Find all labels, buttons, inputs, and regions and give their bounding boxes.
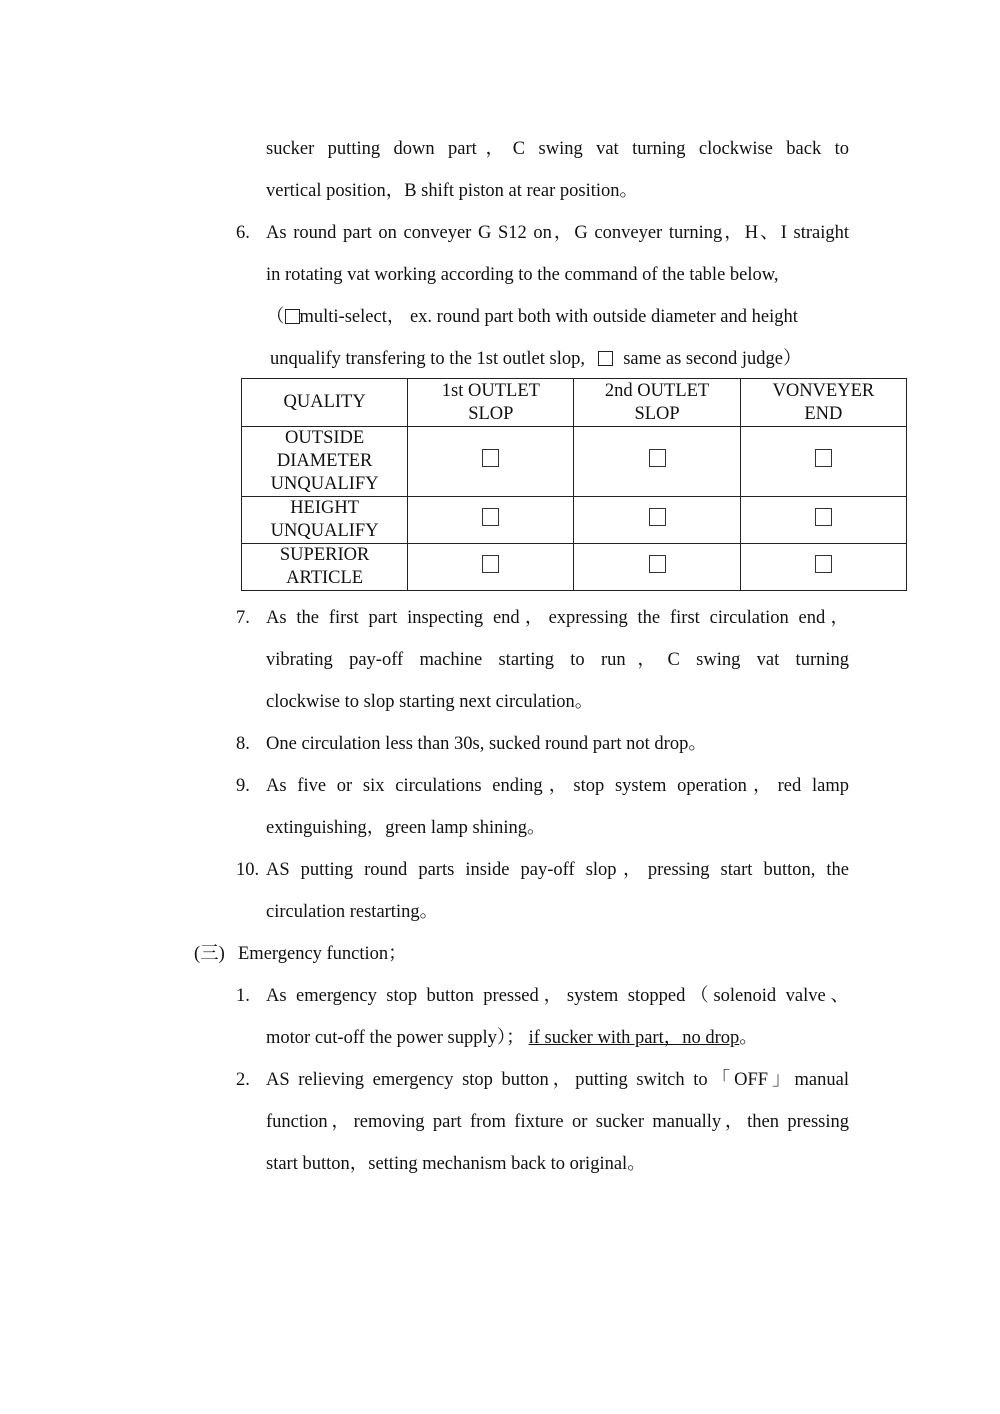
check-cell: [740, 497, 906, 544]
table-header-row: [242, 379, 907, 427]
item9-line1: As five or six circulations ending，stop system operation，red lamp: [266, 776, 849, 796]
check-cell: [408, 497, 574, 544]
check-cell: [408, 427, 574, 497]
emergency1-line2-end: 。: [739, 1028, 758, 1048]
same-judge-checkbox[interactable]: [598, 351, 613, 366]
section3-title: Emergency function；: [238, 944, 407, 964]
item6-line4-a: unqualify transfering to the 1st outlet slop,: [270, 349, 585, 369]
check-cell: [574, 427, 740, 497]
emergency1-line2: [266, 1027, 849, 1049]
check-cell: [740, 544, 906, 591]
item5-line2: vertical position，B shift piston at rear position。: [266, 181, 639, 201]
checkbox-icon[interactable]: [649, 449, 666, 467]
item6-line3: [266, 306, 849, 328]
table-row: [242, 427, 907, 497]
row-label-superior: SUPERIOR ARTICLE: [242, 544, 408, 591]
row-label-outside-diameter: OUTSIDE DIAMETER UNQUALIFY: [242, 427, 408, 497]
check-cell: [740, 427, 906, 497]
item6-line2: in rotating vat working according to the command of the table below,: [266, 265, 779, 285]
emergency2-line1: AS relieving emergency stop button，putting switch to「OFF」manual: [266, 1070, 849, 1090]
emergency1-underlined: if sucker with part，no drop: [528, 1028, 740, 1048]
check-cell: [408, 544, 574, 591]
table-row: [242, 544, 907, 591]
checkbox-icon[interactable]: [815, 555, 832, 573]
check-cell: [574, 497, 740, 544]
emergency2-number: 2.: [236, 1070, 250, 1090]
checkbox-icon[interactable]: [649, 508, 666, 526]
item8-number: 8.: [236, 734, 250, 754]
item6-line4: [270, 348, 853, 370]
item7-line2: vibrating pay-off machine starting to run，C swing vat turning: [266, 650, 849, 670]
item10-number: 10.: [236, 860, 260, 880]
item10-line2: circulation restarting。: [266, 902, 439, 922]
item6-line4-b: same as second judge）: [623, 349, 802, 369]
emergency1-number: 1.: [236, 986, 250, 1006]
item7-line3: clockwise to slop starting next circulation。: [266, 692, 594, 712]
multi-select-checkbox[interactable]: [285, 309, 300, 324]
header-quality: QUALITY: [242, 379, 408, 427]
checkbox-icon[interactable]: [482, 449, 499, 467]
table-row: [242, 497, 907, 544]
item9-number: 9.: [236, 776, 250, 796]
header-conveyer-end: VONVEYER END: [740, 379, 906, 427]
quality-table: [241, 378, 907, 591]
item7-number: 7.: [236, 608, 250, 628]
checkbox-icon[interactable]: [649, 555, 666, 573]
item8-line1: One circulation less than 30s, sucked round part not drop。: [266, 734, 707, 754]
item7-line1: As the first part inspecting end，expressing the first circulation end，: [266, 608, 849, 628]
emergency1-line1: As emergency stop button pressed，system stopped（solenoid valve、: [266, 986, 849, 1006]
header-first-outlet: 1st OUTLET SLOP: [408, 379, 574, 427]
item6-number: 6.: [236, 223, 250, 243]
item10-line1: AS putting round parts inside pay-off slop，pressing start button, the: [266, 860, 849, 880]
checkbox-icon[interactable]: [482, 555, 499, 573]
item9-line2: extinguishing，green lamp shining。: [266, 818, 546, 838]
item6-line3-text: multi-select， ex. round part both with outside diameter and height: [299, 307, 798, 327]
checkbox-icon[interactable]: [815, 508, 832, 526]
check-cell: [574, 544, 740, 591]
row-label-height: HEIGHT UNQUALIFY: [242, 497, 408, 544]
checkbox-icon[interactable]: [815, 449, 832, 467]
open-paren: （: [266, 307, 285, 327]
header-second-outlet: 2nd OUTLET SLOP: [574, 379, 740, 427]
checkbox-icon[interactable]: [482, 508, 499, 526]
section3-label: (三): [194, 944, 225, 964]
item6-line1: As round part on conveyer G S12 on，G conveyer turning，H、I straight: [266, 223, 849, 243]
emergency2-line3: start button，setting mechanism back to original。: [266, 1154, 646, 1174]
item5-line1: sucker putting down part，C swing vat turning clockwise back to: [266, 139, 849, 159]
emergency2-line2: function，removing part from fixture or sucker manually，then pressing: [266, 1112, 849, 1132]
emergency1-line2-a: motor cut-off the power supply）；: [266, 1028, 525, 1048]
